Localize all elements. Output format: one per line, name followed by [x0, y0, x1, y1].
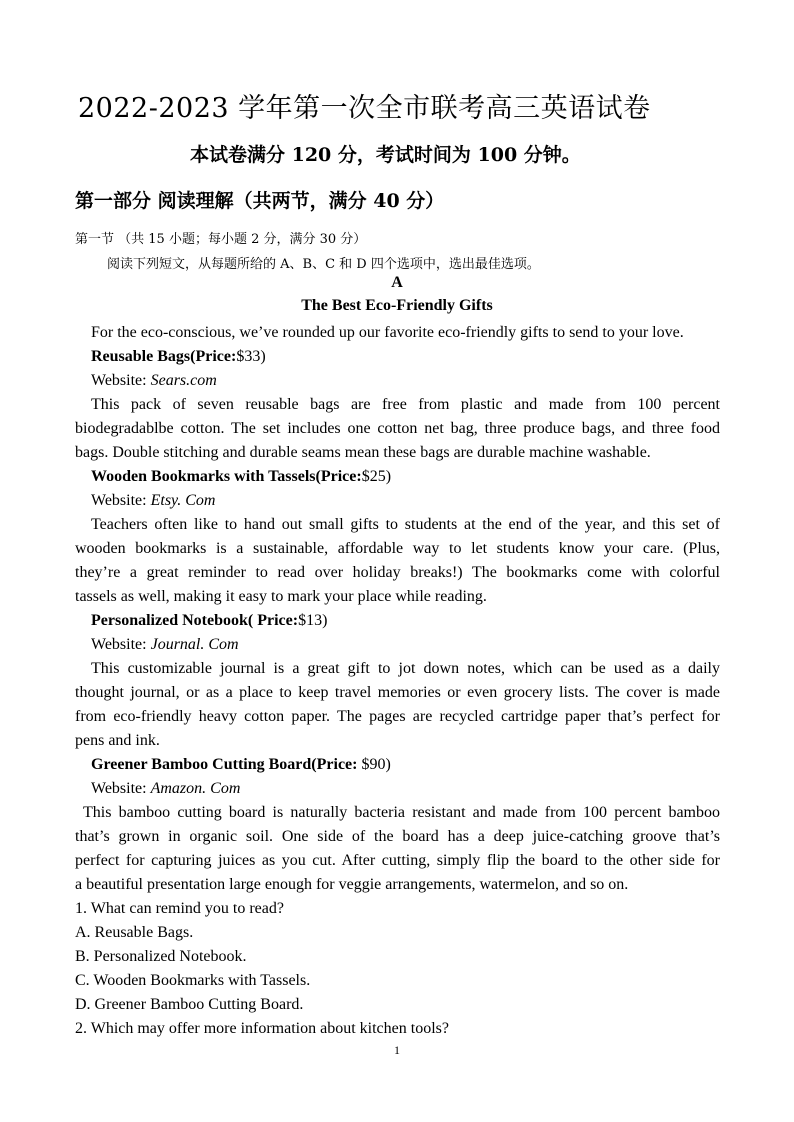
- instructions: 阅读下列短文，从每题所给的 A、B、C 和 D 四个选项中，选出最佳选项。: [107, 257, 540, 272]
- exam-subtitle: 本试卷满分 120 分，考试时间为 100 分钟。: [190, 144, 581, 166]
- website-label: Website:: [91, 492, 151, 509]
- website-value: Journal. Com: [150, 636, 239, 653]
- item-heading: [91, 465, 391, 489]
- item-text-line: This pack of seven reusable bags are free from plastic and made from 100 percent: [91, 396, 720, 413]
- item-name: Greener Bamboo Cutting Board: [91, 756, 312, 773]
- question-stem: 1. What can remind you to read?: [75, 900, 284, 917]
- item-text-line: This bamboo cutting board is naturally bacteria resistant and made from 100 percent bamboo: [83, 804, 720, 821]
- website-label: Website:: [91, 780, 151, 797]
- price-label: ( Price:: [247, 612, 299, 629]
- price-label: (Price:: [315, 468, 362, 485]
- price-label: (Price:: [311, 756, 358, 773]
- item-price: $90): [357, 756, 391, 773]
- answer-option: D. Greener Bamboo Cutting Board.: [75, 996, 304, 1013]
- item-heading: [91, 753, 391, 777]
- item-price: $13): [298, 612, 328, 629]
- website-value: Sears.com: [150, 372, 217, 389]
- passage-letter: A: [391, 274, 403, 291]
- answer-option: A. Reusable Bags.: [75, 924, 194, 941]
- website-label: Website:: [91, 636, 151, 653]
- item-website: [91, 633, 239, 657]
- item-text-line: Teachers often like to hand out small gifts to students at the end of the year, and this set of: [91, 516, 720, 533]
- item-name: Personalized Notebook: [91, 612, 248, 629]
- item-text-line: thought journal, or as a place to keep travel memories or even grocery lists. The cover is made: [75, 684, 720, 701]
- item-text-line: a beautiful presentation large enough for veggie arrangements, watermelon, and so on.: [75, 876, 629, 893]
- item-text-line: pens and ink.: [75, 732, 160, 749]
- item-text-line: biodegradablbe cotton. The set includes one cotton net bag, three produce bags, and three food: [75, 420, 720, 437]
- section-heading: 第一节 （共 15 小题；每小题 2 分，满分 30 分）: [75, 232, 367, 247]
- item-text-line: that’s grown in organic soil. One side of the board has a deep juice-catching groove that’s: [75, 828, 720, 845]
- item-text-line: perfect for capturing juices as you cut. After cutting, simply flip the board to the other side for: [75, 852, 720, 869]
- item-website: [91, 777, 240, 801]
- part-heading: 第一部分 阅读理解（共两节，满分 40 分）: [75, 190, 445, 212]
- item-text-line: bags. Double stitching and durable seams mean these bags are durable machine washable.: [75, 444, 651, 461]
- item-name: Wooden Bookmarks with Tassels: [91, 468, 316, 485]
- website-value: Amazon. Com: [150, 780, 241, 797]
- item-price: $25): [361, 468, 392, 485]
- page-number: 1: [394, 1043, 400, 1057]
- item-heading: [91, 345, 266, 369]
- item-website: [91, 489, 215, 513]
- answer-option: C. Wooden Bookmarks with Tassels.: [75, 972, 311, 989]
- passage-title: The Best Eco-Friendly Gifts: [301, 297, 493, 314]
- item-text-line: wooden bookmarks is a sustainable, affordable way to let students know your care. (Plus,: [75, 540, 720, 557]
- answer-option: B. Personalized Notebook.: [75, 948, 247, 965]
- price-label: (Price:: [190, 348, 237, 365]
- item-price: $33): [236, 348, 266, 365]
- question-stem: 2. Which may offer more information about kitchen tools?: [75, 1020, 449, 1037]
- item-website: [91, 369, 217, 393]
- item-name: Reusable Bags: [91, 348, 191, 365]
- exam-title: 2022-2023 学年第一次全市联考高三英语试卷: [78, 93, 651, 124]
- website-value: Etsy. Com: [150, 492, 216, 509]
- item-text-line: they’re a great reminder to read over holiday breaks!) The bookmarks come with colorful: [75, 564, 720, 581]
- item-heading: [91, 609, 327, 633]
- website-label: Website:: [91, 372, 151, 389]
- item-text-line: This customizable journal is a great gift to jot down notes, which can be used as a daily: [91, 660, 720, 677]
- passage-intro: For the eco-conscious, we’ve rounded up our favorite eco-friendly gifts to send to your love.: [91, 324, 684, 341]
- item-text-line: from eco-friendly heavy cotton paper. The pages are recycled cartridge paper that’s perfect for: [75, 708, 720, 725]
- item-text-line: tassels as well, making it easy to mark your place while reading.: [75, 588, 487, 605]
